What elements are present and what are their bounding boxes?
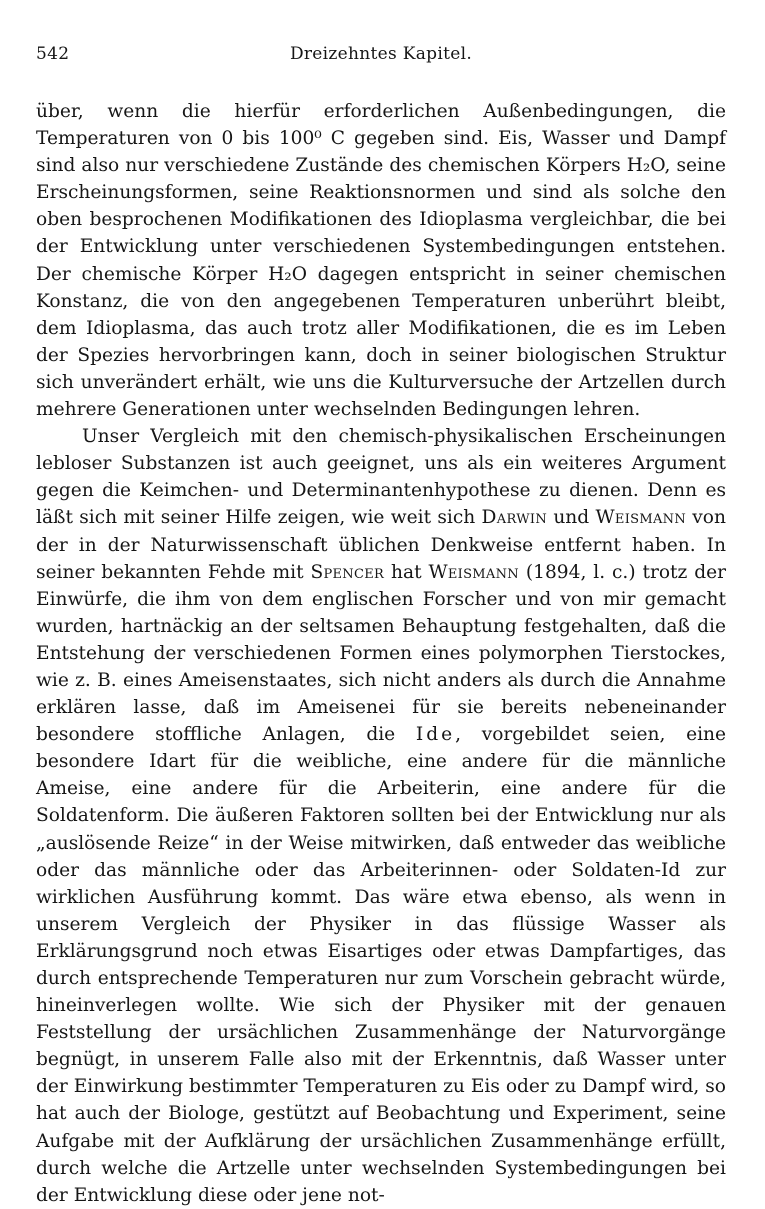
body-text	[36, 98, 726, 1209]
paragraph-2-text-3: von der in der Naturwissenschaft üblichen Denkweise entfernt haben. In seiner bekannten Fehde mit	[36, 507, 726, 583]
author-darwin: Darwin	[481, 507, 548, 529]
chapter-title: Dreizehntes Kapitel.	[289, 44, 473, 64]
paragraph-2-text-6: , vorgebildet seien, eine besondere Idart für die weibliche, eine andere für die männliche Ameise, eine andere für die Arbeiterin, eine andere für die Soldatenform. Die äußeren Faktoren sollten bei der Entwicklung nur als „auslösende Reize“ in der Weise mitwirken, daß entweder das weibliche oder das männliche oder das Arbeiterinnen- oder Soldaten-Id zur wirklichen Ausführung kommt. Das wäre etwa ebenso, als wenn in unserem Vergleich der Physiker in das flüssige Wasser als Erklärungsgrund noch etwas Eisartiges oder etwas Dampfartiges, das durch entsprechende Temperaturen nur zum Vorschein gebracht würde, hineinverlegen wollte. Wie sich der Physiker mit der genauen Feststellung der ursächlichen Zusammenhänge der Naturvorgänge begnügt, in unserem Falle also mit der Erkenntnis, daß Wasser unter der Einwirkung bestimmter Temperaturen zu Eis oder zu Dampf wird, so hat auch der Biologe, gestützt auf Beobachtung und Experiment, seine Aufgabe mit der Aufklärung der ursächlichen Zusammenhänge erfüllt, durch welche die Artzelle unter wechselnden Systembedingungen bei der Entwicklung diese oder jene not-	[36, 724, 727, 1206]
author-weismann-2: Weismann	[428, 561, 519, 583]
paragraph-2	[36, 423, 726, 1209]
paragraph-1: über, wenn die hierfür erforderlichen Außenbedingungen, die Temperaturen von 0 bis 100⁰ C gegeben sind. Eis, Wasser und Dampf sind also nur verschiedene Zustände des chemischen Körpers H₂O, seine Erscheinungsformen, seine Reaktionsnormen und sind als solche den oben besprochenen Modifikationen des Idioplasma vergleichbar, die bei der Entwicklung unter verschiedenen Systembedingungen entstehen. Der chemische Körper H₂O dagegen entspricht in seiner chemischen Konstanz, die von den angegebenen Temperaturen unberührt bleibt, dem Idioplasma, das auch trotz aller Modifikationen, die es im Leben der Spezies hervorbringen kann, doch in seiner biologischen Struktur sich unverändert erhält, wie uns die Kulturversuche der Artzellen durch mehrere Generationen unter wechselnden Bedingungen lehren.	[36, 101, 726, 421]
paragraph-2-text-4: hat	[384, 561, 429, 583]
term-ide: Ide	[415, 724, 456, 746]
author-spencer: Spencer	[310, 561, 385, 583]
paragraph-2-text-2: und	[547, 507, 596, 529]
paragraph-2-text-5: (1894, l. c.) trotz der Einwürfe, die ihm von dem englischen Forscher und von mir gemacht wurden, hartnäckig an der seltsamen Behauptung festgehalten, daß die Entstehung der verschiedenen Formen eines polymorphen Tierstockes, wie z. B. eines Ameisenstaates, sich nicht anders als durch die Annahme erklären lasse, daß im Ameisenei für sie bereits nebeneinander besondere stoffliche Anlagen, die	[36, 561, 727, 746]
page-number: 542	[36, 44, 70, 64]
author-weismann: Weismann	[595, 507, 686, 529]
paragraph-2-text-1: Unser Vergleich mit den chemisch-physikalischen Erscheinungen lebloser Substanzen ist auch geeignet, uns als ein weiteres Argument gegen die Keimchen- und Determinantenhypothese zu dienen. Denn es läßt sich mit seiner Hilfe zeigen, wie weit sich	[36, 426, 726, 529]
running-head	[36, 44, 726, 74]
book-page	[36, 44, 726, 1209]
